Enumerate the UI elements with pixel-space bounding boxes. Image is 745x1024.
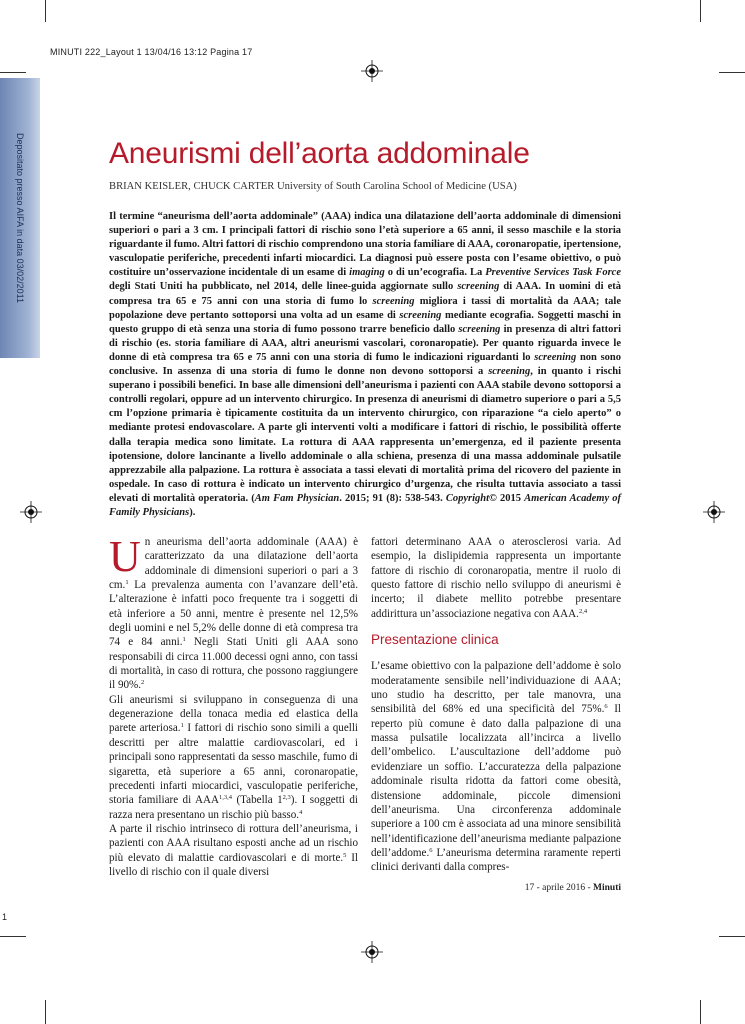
crop-mark (719, 936, 745, 937)
registration-mark-icon (361, 941, 383, 963)
citation-ref: 2 (141, 679, 145, 687)
body-text: I fattori di rischio sono simili a quelli descritti per altre malattie cardiovascolari, ed i principali sono rappresentati da sesso maschile, fumo di sigaretta, età superiore a 65 anni, coronaropatie, precedenti infarti miocardici, vasculopatie periferiche, storia familiare di AAA (109, 722, 358, 807)
body-paragraph (371, 535, 621, 621)
citation-ref: 5 (343, 851, 347, 859)
body-text: Negli Stati Uniti gli AAA sono responsabili di circa 11.000 decessi ogni anno, con tassi di mortalità, in caso di rottura, che possono raggiungere il 90%. (109, 636, 358, 692)
crop-mark (700, 1000, 701, 1024)
body-text: Il livello di rischio con il quale diversi (109, 851, 358, 878)
article-title: Aneurismi dell’aorta addominale (109, 137, 530, 170)
abstract-italic: screening (457, 281, 500, 293)
body-paragraph (109, 532, 358, 693)
body-paragraph (109, 822, 358, 879)
registration-mark-icon (20, 501, 42, 523)
abstract-italic: screening (372, 295, 415, 307)
abstract-text: degli Stati Uniti ha pubblicato, nel 2014, delle linee-guida aggiornate sullo (109, 281, 458, 293)
registration-mark-icon (703, 501, 725, 523)
margin-page-number: 1 (2, 912, 8, 922)
body-paragraph (109, 693, 358, 822)
body-text: n aneurisma dell’aorta addominale (AAA) è caratterizzato da una dilatazione dell’aorta addominale di dimensioni superiori o pari a 3 cm. (109, 536, 358, 592)
sidebar-stamp-text: Depositato presso AIFA in data 03/02/2011 (15, 133, 25, 303)
abstract-text: non sono conclusive. In assenza di una storia di fumo le donne non devono sottoporsi a (109, 351, 621, 378)
abstract-italic: Preventive Services Task Force (485, 267, 622, 279)
abstract-text: Il termine “aneurisma dell’aorta addominale” (AAA) indica una dilatazione dell’aorta addominale di dimensioni superiori o pari a 3 cm. I principali fattori di rischio sono l’età superiore a 65 anni, il sesso maschile e la storia riguardante il fumo. Altri fattori di rischio comprendono una storia familiare di AAA, coronaropatie, ipertensione, vasculopatie periferiche, precedenti infarti miocardici. La diagnosi può essere posta con l’esame obiettivo, o può costituire un’osservazione incidentale di un esame di (109, 211, 621, 279)
abstract-text: © 2015 (489, 492, 525, 504)
drop-cap: U (109, 532, 141, 581)
crop-mark (0, 72, 26, 73)
footer-text: 17 - aprile 2016 - (524, 883, 594, 893)
abstract-italic: screening (399, 309, 442, 321)
body-text: A parte il rischio intrinseco di rottura dell’aneurisma, i pazienti con AAA risultano esposti anche ad un rischio più elevato di malattie cardiovascolari e di morte. (109, 822, 358, 864)
abstract-italic: Copyright (445, 492, 490, 504)
print-slug: MINUTI 222_Layout 1 13/04/16 13:12 Pagina 17 (50, 47, 253, 57)
crop-mark (700, 0, 701, 22)
section-heading: Presentazione clinica (371, 632, 499, 648)
abstract-text: di AAA. In uomini di età compresa tra 65 e 75 anni con una storia di fumo lo (109, 281, 621, 307)
article-abstract (109, 210, 621, 520)
abstract-italic: screening (534, 351, 577, 363)
abstract-italic: Am Fam Physician (254, 492, 340, 504)
citation-ref: 4 (299, 808, 303, 816)
abstract-text: mediante ecografia. Soggetti maschi in questo gruppo di età senza una storia di fumo possono trarre beneficio dallo (109, 309, 621, 335)
abstract-italic: screening (458, 323, 501, 335)
registration-mark-icon (361, 60, 383, 82)
abstract-text: migliora i tassi di mortalità da AAA; tale popolazione deve pertanto sottoporsi una volta ad un esame di (109, 295, 621, 321)
crop-mark (0, 936, 26, 937)
crop-mark (45, 1000, 46, 1024)
crop-mark (719, 72, 745, 73)
page-footer (470, 883, 621, 893)
body-text: L’esame obiettivo con la palpazione dell’addome è solo moderatamente sensibile nell’individuazione di AAA; uno studio ha descritto, per tale manovra, una sensibilità del 68% ed una specificità del 75%. (371, 660, 621, 716)
citation-ref: 2,4 (578, 607, 588, 615)
citation-ref: 6 (429, 846, 433, 854)
body-text: Il reperto più comune è dato dalla palpazione di una massa pulsatile localizzata all’incirca a livello dell’ombelico. L’auscultazione dell’addome può evidenziare un soffio. L’accuratezza della palpazione addominale risulta ridotta da fattori come obesità, distensione addominale, piccole dimensioni dell’aneurisma. Una circonferenza addominale superiore a 100 cm è associata ad una minore sensibilità nell’identificazione dell’aneurisma mediante palpazione dell’addome. (371, 703, 621, 859)
article-authors: BRIAN KEISLER, CHUCK CARTER University of South Carolina School of Medicine (USA) (109, 181, 517, 192)
abstract-text: , in quanto i rischi superano i possibili benefici. In base alle dimensioni dell’aneurisma i pazienti con AAA stabile devono sottoporsi a controlli regolari, oppure ad un intervento chirurgico. In presenza di aneurismi di diametro superiore o pari a 5,5 cm l’opzione primaria è tipicamente costituita da un intervento chirurgico, con riparazione “a cielo aperto” o mediante protesi endovascolare. A parte gli interventi volti a modificare i fattori di rischio, le possibilità offerte dalla terapia medica sono limitate. La rottura di AAA rappresenta un’emergenza, ed il paziente presenta ipotensione, dolore lancinante a livello addominale o alla schiena, presenza di una massa addominale pulsatile apprezzabile alla palpazione. La rottura è associata a tassi elevati di mortalità prima del ricovero del paziente in ospedale. In caso di rottura è indicato un intervento chirurgico d’urgenza, che risulta tuttavia associato a tassi elevati di mortalità operatoria. ( (109, 366, 621, 504)
citation-ref: 1 (180, 722, 184, 730)
footer-journal: Minuti (593, 883, 621, 893)
citation-ref: 1 (182, 636, 186, 644)
citation-ref: 6 (604, 703, 608, 711)
body-text: La prevalenza aumenta con l’avanzare dell’età. L’alterazione è infatti poco frequente tra i soggetti di età inferiore a 50 anni, mentre è presente nel 12,5% degli uomini e nel 5,2% delle donne di età compresa tra 74 e 84 anni. (109, 579, 358, 649)
body-text: L’aneurisma determina raramente reperti clinici derivanti dalla compres- (371, 846, 621, 874)
citation-ref: 1 (125, 579, 129, 587)
body-column-left (109, 532, 358, 879)
body-text: ). I soggetti di razza nera presentano un rischio più basso. (109, 794, 358, 821)
abstract-text: . 2015; 91 (8): 538-543. (339, 492, 446, 504)
abstract-italic: American Academy of Family Physicians (109, 492, 622, 518)
citation-ref: 1,3,4 (219, 794, 233, 802)
abstract-italic: screening (488, 366, 531, 378)
crop-mark (45, 0, 46, 22)
citation-ref: 2,3 (282, 794, 291, 802)
body-text: Gli aneurismi si sviluppano in conseguenza di una degenerazione della tonaca media ed elastica della parete arteriosa. (109, 693, 358, 735)
body-column-right (371, 535, 621, 875)
abstract-italic: imaging (349, 267, 385, 279)
body-text: (Tabella 1 (232, 794, 283, 807)
sidebar-stamp (0, 78, 40, 358)
body-paragraph (371, 659, 621, 874)
abstract-text: o di un’ecografia. La (384, 267, 486, 279)
body-text: fattori determinano AAA o aterosclerosi varia. Ad esempio, la dislipidemia rappresenta un importante fattore di rischio di coronaropatia, mentre il ruolo di questo fattore di rischio nello sviluppo di aneurismi è incerto; il diabete mellito potrebbe presentare addirittura un’associazione negativa con AAA. (371, 536, 621, 620)
abstract-text: ). (189, 506, 196, 518)
abstract-text: in presenza di altri fattori di rischio (es. storia familiare di AAA, altri aneurismi vascolari, coronaropatie). Per quanto riguarda invece le donne di età compresa tra 65 e 75 anni con una storia di fumo le indicazioni riguardanti lo (109, 323, 621, 363)
